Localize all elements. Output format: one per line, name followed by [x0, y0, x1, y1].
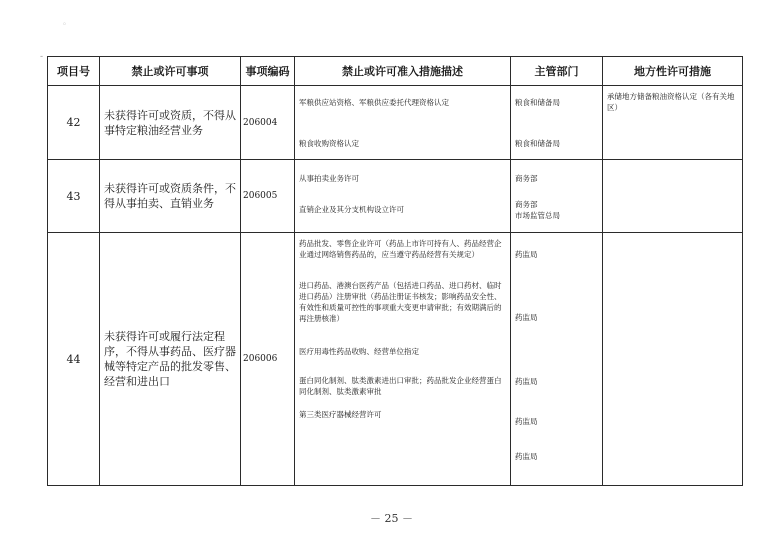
item-name: 未获得许可或资质条件，不得从事拍卖、直销业务 — [100, 160, 241, 233]
measure-description — [295, 233, 511, 486]
table-header-row — [48, 57, 743, 86]
page-number: － 25 － — [370, 512, 413, 525]
measure-description — [295, 160, 511, 233]
department-line: 市场监管总局 — [515, 211, 560, 220]
item-number: 42 — [48, 86, 100, 160]
measure-line: 药品批发、零售企业许可（药品上市许可持有人、药品经营企业通过网络销售药品的，应当遵守药品经营有关规定） — [299, 239, 502, 259]
header-local-measures: 地方性许可措施 — [603, 57, 743, 86]
header-department: 主管部门 — [511, 57, 603, 86]
measure-line: 直销企业及其分支机构设立许可 — [299, 205, 404, 214]
table-row — [48, 86, 743, 160]
table-row — [48, 233, 743, 486]
department-line: 药监局 — [515, 250, 538, 259]
department-line: 商务部 — [515, 200, 538, 209]
local-measures — [603, 86, 743, 160]
department — [511, 233, 603, 486]
table-row — [48, 160, 743, 233]
item-code: 206005 — [241, 160, 295, 233]
corner-mark: 。 — [63, 17, 71, 26]
item-code: 206006 — [241, 233, 295, 486]
department-line: 药监局 — [515, 377, 538, 386]
local-measures — [603, 233, 743, 486]
department-line: 药监局 — [515, 313, 538, 322]
catalog-table — [47, 56, 743, 486]
header-item-code: 事项编码 — [241, 57, 295, 86]
header-item-name: 禁止或许可事项 — [100, 57, 241, 86]
item-name: 未获得许可或资质，不得从事特定粮油经营业务 — [100, 86, 241, 160]
measure-line: 粮食收购资格认定 — [299, 139, 359, 148]
measure-line: 医疗用毒性药品收购、经营单位指定 — [299, 347, 419, 356]
measure-line: 进口药品、港澳台医药产品（包括进口药品、进口药材、临时进口药品）注册审批（药品注册证书核发；影响药品安全性、有效性和质量可控性的事项重大变更申请审批；有效期满后的再注册核准） — [299, 281, 502, 323]
header-measure-description: 禁止或许可准入措施描述 — [295, 57, 511, 86]
measure-line: 蛋白同化制剂、肽类激素进出口审批；药品批发企业经营蛋白同化制剂、肽类激素审批 — [299, 376, 502, 396]
department — [511, 86, 603, 160]
local-measures — [603, 160, 743, 233]
measure-description — [295, 86, 511, 160]
department — [511, 160, 603, 233]
item-number: 43 — [48, 160, 100, 233]
measure-line: 军粮供应站资格、军粮供应委托代理资格认定 — [299, 98, 449, 107]
measure-line: 从事拍卖业务许可 — [299, 174, 359, 183]
local-measure-text: 承储地方储备粮油资格认定（各有关地区） — [607, 92, 735, 112]
measure-line: 第三类医疗器械经营许可 — [299, 410, 382, 419]
item-code: 206004 — [241, 86, 295, 160]
item-name: 未获得许可或履行法定程序，不得从事药品、医疗器械等特定产品的批发零售、经营和进出口 — [100, 233, 241, 486]
department-line: 商务部 — [515, 174, 538, 183]
department-line: 药监局 — [515, 417, 538, 426]
item-number: 44 — [48, 233, 100, 486]
department-line: 粮食和储备局 — [515, 139, 560, 148]
header-item-number: 项目号 — [48, 57, 100, 86]
left-margin-mark: - — [40, 52, 44, 62]
department-line: 粮食和储备局 — [515, 98, 560, 107]
department-line: 药监局 — [515, 452, 538, 461]
